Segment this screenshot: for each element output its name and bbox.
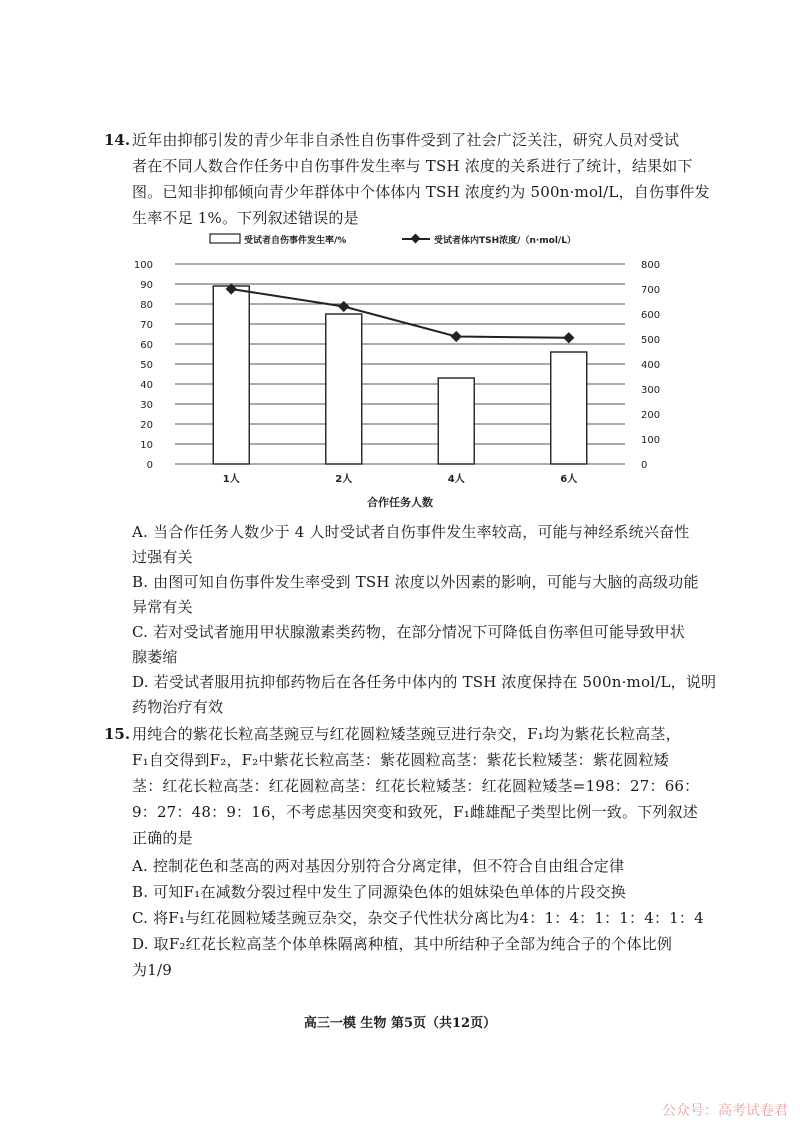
watermark: 公众号：高考试卷君 <box>662 1103 788 1119</box>
question-15-stem-line: 用纯合的紫花长粒高茎豌豆与红花圆粒矮茎豌豆进行杂交，F₁均为紫花长粒高茎， <box>132 725 681 743</box>
question-14-stem-line: 生率不足 1%。下列叙述错误的是 <box>132 209 359 227</box>
bar <box>326 314 362 464</box>
tsh-line <box>231 289 569 338</box>
legend-line-label: 受试者体内TSH浓度/（n·mol/L） <box>434 236 576 246</box>
y-left-tick-label: 30 <box>140 400 153 411</box>
question-15-stem-line: 9：27：48：9：16，不考虑基因突变和致死，F₁雌雄配子类型比例一致。下列叙述 <box>132 803 698 821</box>
question-15-stem-line: F₁自交得到F₂，F₂中紫花长粒高茎：紫花圆粒高茎：紫花长粒矮茎：紫花圆粒矮 <box>132 751 669 769</box>
question-14-stem-line: 图。已知非抑郁倾向青少年群体中个体体内 TSH 浓度约为 500n·mol/L，自伤事件发 <box>132 183 710 201</box>
x-tick-label: 2人 <box>335 474 353 485</box>
y-right-tick-label: 400 <box>641 360 661 371</box>
option-a-cont: 过强有关 <box>132 548 193 566</box>
option-d: D. 若受试者服用抗抑郁药物后在各任务中体内的 TSH 浓度保持在 500n·mol/L，说明 <box>132 673 717 691</box>
option-d-cont: 药物治疗有效 <box>132 698 224 716</box>
legend-line-marker <box>411 234 421 244</box>
chart-svg <box>120 228 680 518</box>
option-b: B. 可知F₁在减数分裂过程中发生了同源染色体的姐妹染色单体的片段交换 <box>132 883 626 901</box>
y-left-tick-label: 50 <box>140 360 153 371</box>
tsh-selfharm-chart <box>120 228 680 518</box>
question-14-number: 14. <box>104 131 131 149</box>
question-15-number: 15. <box>104 725 131 743</box>
y-right-tick-label: 200 <box>641 410 661 421</box>
option-c-cont: 腺萎缩 <box>132 648 178 666</box>
y-left-tick-label: 100 <box>133 260 153 271</box>
tsh-point <box>338 301 349 312</box>
question-15-stem-line: 正确的是 <box>132 829 193 847</box>
y-left-tick-label: 40 <box>140 380 153 391</box>
x-tick-label: 1人 <box>222 474 240 485</box>
tsh-point <box>451 331 462 342</box>
y-right-tick-label: 600 <box>641 310 661 321</box>
option-c: C. 将F₁与红花圆粒矮茎豌豆杂交，杂交子代性状分离比为4：1：4：1：1：4：1：4 <box>132 909 704 927</box>
tsh-point <box>563 332 574 343</box>
bar <box>213 286 249 464</box>
question-14-stem-line: 近年由抑郁引发的青少年非自杀性自伤事件受到了社会广泛关注，研究人员对受试 <box>132 131 680 149</box>
y-left-tick-label: 10 <box>140 440 153 451</box>
y-left-tick-label: 0 <box>146 460 153 471</box>
x-tick-label: 6人 <box>560 474 578 485</box>
legend-bar-swatch <box>210 234 240 243</box>
y-left-tick-label: 20 <box>140 420 153 431</box>
y-left-tick-label: 80 <box>140 300 153 311</box>
bar <box>438 378 474 464</box>
question-15-stem-line: 茎：红花长粒高茎：红花圆粒高茎：红花长粒矮茎：红花圆粒矮茎=198：27：66： <box>132 777 700 795</box>
x-axis-label: 合作任务人数 <box>367 496 433 509</box>
page-footer: 高三一模 生物 第5页（共12页） <box>303 1016 497 1031</box>
y-right-tick-label: 0 <box>641 460 648 471</box>
bar <box>551 352 587 464</box>
option-b: B. 由图可知自伤事件发生率受到 TSH 浓度以外因素的影响，可能与大脑的高级功能 <box>132 573 699 591</box>
option-d: D. 取F₂红花长粒高茎个体单株隔离种植，其中所结种子全部为纯合子的个体比例 <box>132 935 673 953</box>
legend-bar-label: 受试者自伤事件发生率/% <box>244 236 347 246</box>
y-right-tick-label: 700 <box>641 285 661 296</box>
option-b-cont: 异常有关 <box>132 598 193 616</box>
option-d-cont: 为1/9 <box>132 961 172 979</box>
y-left-tick-label: 60 <box>140 340 153 351</box>
y-right-tick-label: 800 <box>641 260 661 271</box>
x-tick-label: 4人 <box>447 474 465 485</box>
y-left-tick-label: 90 <box>140 280 153 291</box>
y-right-tick-label: 500 <box>641 335 661 346</box>
option-a: A. 当合作任务人数少于 4 人时受试者自伤事件发生率较高，可能与神经系统兴奋性 <box>132 523 690 541</box>
option-a: A. 控制花色和茎高的两对基因分别符合分离定律，但不符合自由组合定律 <box>132 857 625 875</box>
y-right-tick-label: 100 <box>641 435 661 446</box>
option-c: C. 若对受试者施用甲状腺激素类药物，在部分情况下可降低自伤率但可能导致甲状 <box>132 623 686 641</box>
question-14-stem-line: 者在不同人数合作任务中自伤事件发生率与 TSH 浓度的关系进行了统计，结果如下 <box>132 157 693 175</box>
y-right-tick-label: 300 <box>641 385 661 396</box>
y-left-tick-label: 70 <box>140 320 153 331</box>
